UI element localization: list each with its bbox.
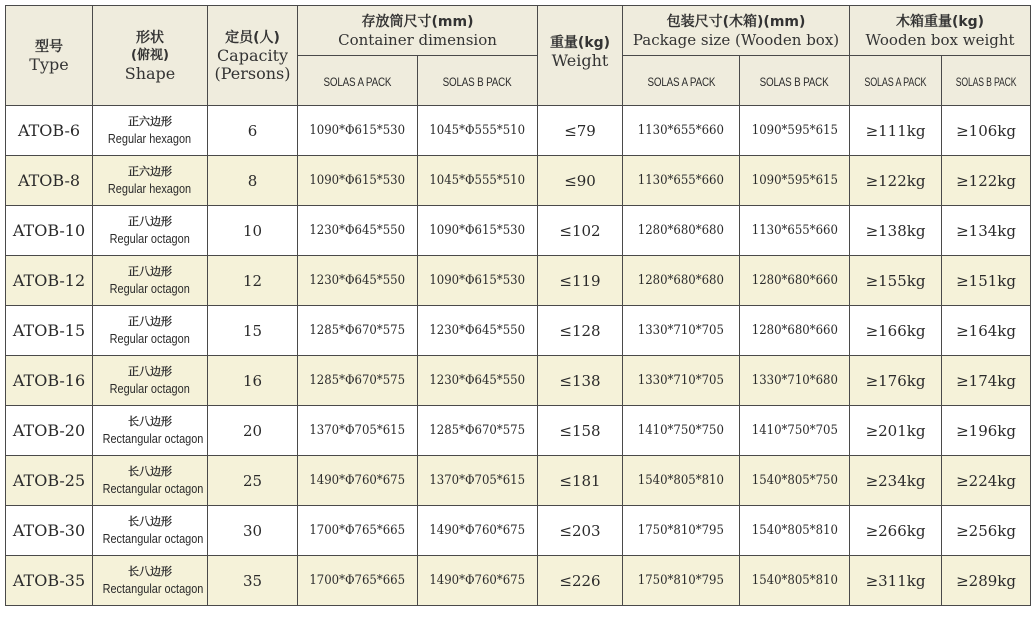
cell-box-weight-a: ≥166kg	[850, 306, 942, 356]
cell-package-a	[623, 306, 740, 356]
header-package-en: Package size (Wooden box)	[632, 30, 840, 49]
cell-container-a	[298, 306, 418, 356]
cell-package-b	[740, 256, 850, 306]
cell-container-a	[298, 406, 418, 456]
table-row	[6, 506, 1031, 556]
cell-box-weight-a: ≥155kg	[850, 256, 942, 306]
cell-box-weight-b: ≥122kg	[942, 156, 1031, 206]
value: 1230*Φ645*550	[429, 323, 526, 338]
cell-shape	[93, 456, 208, 506]
cell-type: ATOB-15	[6, 306, 93, 356]
value: 1230*Φ645*550	[429, 373, 526, 388]
table-row	[6, 456, 1031, 506]
value: 1285*Φ670*575	[309, 373, 406, 388]
cell-weight: ≤79	[538, 106, 623, 156]
subheader-label: SOLAS B PACK	[443, 75, 512, 89]
header-type-en: Type	[29, 54, 69, 74]
table-row	[6, 306, 1031, 356]
subheader-label: SOLAS A PACK	[323, 75, 392, 89]
value: 1090*Φ615*530	[429, 273, 526, 288]
cell-container-a	[298, 556, 418, 606]
cell-container-b	[418, 556, 538, 606]
value: 1090*595*615	[751, 123, 838, 138]
header-shape-cn: 形状	[136, 29, 164, 46]
value: 1330*710*705	[637, 373, 725, 388]
cell-container-b	[418, 256, 538, 306]
header-container	[298, 6, 538, 56]
cell-weight: ≤226	[538, 556, 623, 606]
header-weight-cn: 重量(kg)	[549, 35, 611, 51]
cell-container-b	[418, 406, 538, 456]
table-row	[6, 106, 1031, 156]
cell-package-b	[740, 106, 850, 156]
cell-box-weight-a: ≥138kg	[850, 206, 942, 256]
cell-capacity: 15	[208, 306, 298, 356]
cell-box-weight-b: ≥164kg	[942, 306, 1031, 356]
value: 1370*Φ705*615	[309, 423, 406, 438]
header-capacity	[208, 6, 298, 106]
value: 1700*Φ765*665	[309, 573, 406, 588]
value: 1330*710*705	[637, 323, 725, 338]
header-shape-en: Shape	[124, 63, 176, 83]
value: 1280*680*680	[637, 223, 725, 238]
value: 1045*Φ555*510	[429, 173, 526, 188]
value: 1330*710*680	[751, 373, 838, 388]
value: 1540*805*810	[751, 523, 838, 538]
header-capacity-en2: (Persons)	[214, 63, 291, 83]
cell-weight: ≤138	[538, 356, 623, 406]
value: 1540*805*810	[751, 573, 838, 588]
cell-box-weight-b: ≥224kg	[942, 456, 1031, 506]
subheader-box-b	[942, 56, 1031, 106]
cell-package-b	[740, 406, 850, 456]
value: 1540*805*750	[751, 473, 838, 488]
cell-container-a	[298, 156, 418, 206]
value: 1700*Φ765*665	[309, 523, 406, 538]
value: 1045*Φ555*510	[429, 123, 526, 138]
cell-container-a	[298, 506, 418, 556]
cell-container-a	[298, 256, 418, 306]
shape-en: Regular octagon	[109, 380, 191, 396]
cell-box-weight-a: ≥201kg	[850, 406, 942, 456]
cell-box-weight-a: ≥122kg	[850, 156, 942, 206]
table-row	[6, 556, 1031, 606]
shape-en: Regular hexagon	[108, 180, 192, 196]
table-row	[6, 206, 1031, 256]
cell-capacity: 20	[208, 406, 298, 456]
cell-box-weight-b: ≥196kg	[942, 406, 1031, 456]
header-package	[623, 6, 850, 56]
cell-weight: ≤90	[538, 156, 623, 206]
cell-weight: ≤128	[538, 306, 623, 356]
cell-type: ATOB-25	[6, 456, 93, 506]
cell-container-b	[418, 506, 538, 556]
cell-shape	[93, 406, 208, 456]
cell-capacity: 25	[208, 456, 298, 506]
value: 1285*Φ670*575	[429, 423, 526, 438]
cell-package-a	[623, 556, 740, 606]
cell-box-weight-a: ≥266kg	[850, 506, 942, 556]
subheader-package-a	[623, 56, 740, 106]
header-box-weight-en: Wooden box weight	[865, 30, 1015, 49]
cell-container-b	[418, 106, 538, 156]
liferaft-spec-table	[5, 5, 1031, 606]
shape-cn: 长八边形	[128, 464, 172, 478]
cell-box-weight-b: ≥106kg	[942, 106, 1031, 156]
subheader-label: SOLAS A PACK	[647, 75, 715, 89]
value: 1750*810*795	[637, 523, 725, 538]
shape-en: Regular hexagon	[108, 130, 192, 146]
cell-type: ATOB-16	[6, 356, 93, 406]
value: 1090*595*615	[751, 173, 838, 188]
cell-capacity: 16	[208, 356, 298, 406]
subheader-label: SOLAS B PACK	[760, 75, 829, 89]
value: 1490*Φ760*675	[429, 573, 526, 588]
cell-box-weight-b: ≥134kg	[942, 206, 1031, 256]
value: 1090*Φ615*530	[309, 123, 406, 138]
cell-container-b	[418, 156, 538, 206]
cell-box-weight-a: ≥176kg	[850, 356, 942, 406]
cell-capacity: 8	[208, 156, 298, 206]
header-capacity-cn: 定员(人)	[225, 29, 280, 46]
cell-capacity: 35	[208, 556, 298, 606]
cell-package-b	[740, 306, 850, 356]
cell-capacity: 10	[208, 206, 298, 256]
cell-box-weight-b: ≥256kg	[942, 506, 1031, 556]
cell-package-a	[623, 356, 740, 406]
shape-en: Rectangular octagon	[102, 580, 204, 596]
table-row	[6, 356, 1031, 406]
value: 1490*Φ760*675	[309, 473, 406, 488]
cell-box-weight-b: ≥174kg	[942, 356, 1031, 406]
shape-cn: 正八边形	[128, 214, 172, 228]
value: 1130*655*660	[637, 123, 725, 138]
shape-cn: 长八边形	[128, 564, 172, 578]
header-package-cn: 包装尺寸(木箱)(mm)	[666, 13, 806, 30]
cell-weight: ≤158	[538, 406, 623, 456]
cell-type: ATOB-20	[6, 406, 93, 456]
subheader-container-a	[298, 56, 418, 106]
cell-package-a	[623, 406, 740, 456]
table-row	[6, 406, 1031, 456]
shape-cn: 长八边形	[128, 514, 172, 528]
shape-en: Regular octagon	[109, 330, 191, 346]
header-box-weight	[850, 6, 1031, 56]
header-shape-cn2: (俯视)	[131, 47, 169, 63]
cell-package-b	[740, 206, 850, 256]
subheader-package-b	[740, 56, 850, 106]
shape-cn: 正六边形	[128, 164, 172, 178]
cell-weight: ≤203	[538, 506, 623, 556]
value: 1540*805*810	[637, 473, 725, 488]
value: 1490*Φ760*675	[429, 523, 526, 538]
cell-package-a	[623, 506, 740, 556]
shape-en: Rectangular octagon	[102, 530, 204, 546]
cell-container-a	[298, 356, 418, 406]
table-row	[6, 156, 1031, 206]
cell-package-a	[623, 206, 740, 256]
cell-container-a	[298, 106, 418, 156]
shape-en: Regular octagon	[109, 230, 191, 246]
shape-cn: 正八边形	[128, 364, 172, 378]
shape-en: Rectangular octagon	[102, 430, 204, 446]
subheader-label: SOLAS B PACK	[955, 75, 1017, 89]
cell-shape	[93, 206, 208, 256]
cell-type: ATOB-8	[6, 156, 93, 206]
cell-weight: ≤119	[538, 256, 623, 306]
value: 1750*810*795	[637, 573, 725, 588]
cell-shape	[93, 156, 208, 206]
cell-package-b	[740, 556, 850, 606]
cell-package-b	[740, 156, 850, 206]
header-weight-en: Weight	[551, 51, 609, 70]
cell-box-weight-a: ≥111kg	[850, 106, 942, 156]
cell-package-b	[740, 506, 850, 556]
value: 1230*Φ645*550	[309, 223, 406, 238]
cell-type: ATOB-10	[6, 206, 93, 256]
header-weight	[538, 6, 623, 106]
subheader-box-a	[850, 56, 942, 106]
cell-box-weight-b: ≥289kg	[942, 556, 1031, 606]
cell-type: ATOB-12	[6, 256, 93, 306]
value: 1090*Φ615*530	[309, 173, 406, 188]
value: 1280*680*680	[637, 273, 725, 288]
header-shape	[93, 6, 208, 106]
value: 1090*Φ615*530	[429, 223, 526, 238]
value: 1280*680*660	[751, 273, 838, 288]
shape-cn: 正八边形	[128, 314, 172, 328]
cell-package-a	[623, 456, 740, 506]
cell-container-b	[418, 206, 538, 256]
table-body	[6, 106, 1031, 606]
value: 1230*Φ645*550	[309, 273, 406, 288]
cell-shape	[93, 356, 208, 406]
value: 1280*680*660	[751, 323, 838, 338]
value: 1130*655*660	[751, 223, 838, 238]
cell-shape	[93, 506, 208, 556]
cell-box-weight-a: ≥234kg	[850, 456, 942, 506]
shape-en: Rectangular octagon	[102, 480, 204, 496]
cell-container-b	[418, 456, 538, 506]
cell-shape	[93, 256, 208, 306]
cell-package-b	[740, 356, 850, 406]
cell-shape	[93, 306, 208, 356]
header-type-cn: 型号	[35, 38, 63, 55]
cell-type: ATOB-6	[6, 106, 93, 156]
value: 1410*750*750	[637, 423, 725, 438]
header-type	[6, 6, 93, 106]
cell-container-a	[298, 456, 418, 506]
spec-table-container	[5, 5, 1030, 613]
cell-package-a	[623, 106, 740, 156]
cell-package-b	[740, 456, 850, 506]
cell-box-weight-a: ≥311kg	[850, 556, 942, 606]
cell-capacity: 30	[208, 506, 298, 556]
subheader-container-b	[418, 56, 538, 106]
cell-capacity: 12	[208, 256, 298, 306]
cell-weight: ≤102	[538, 206, 623, 256]
subheader-label: SOLAS A PACK	[864, 75, 927, 89]
table-row	[6, 256, 1031, 306]
table-header	[6, 6, 1031, 106]
cell-container-b	[418, 356, 538, 406]
value: 1370*Φ705*615	[429, 473, 526, 488]
shape-cn: 长八边形	[128, 414, 172, 428]
cell-weight: ≤181	[538, 456, 623, 506]
header-container-en: Container dimension	[338, 30, 497, 49]
cell-type: ATOB-35	[6, 556, 93, 606]
cell-package-a	[623, 256, 740, 306]
cell-box-weight-b: ≥151kg	[942, 256, 1031, 306]
shape-en: Regular octagon	[109, 280, 191, 296]
value: 1285*Φ670*575	[309, 323, 406, 338]
value: 1410*750*705	[751, 423, 838, 438]
cell-package-a	[623, 156, 740, 206]
cell-capacity: 6	[208, 106, 298, 156]
value: 1130*655*660	[637, 173, 725, 188]
cell-shape	[93, 556, 208, 606]
cell-shape	[93, 106, 208, 156]
header-container-cn: 存放筒尺寸(mm)	[361, 13, 474, 30]
shape-cn: 正六边形	[128, 114, 172, 128]
header-box-weight-cn: 木箱重量(kg)	[895, 13, 985, 30]
cell-type: ATOB-30	[6, 506, 93, 556]
header-capacity-en: Capacity	[216, 45, 289, 65]
cell-container-a	[298, 206, 418, 256]
cell-container-b	[418, 306, 538, 356]
shape-cn: 正八边形	[128, 264, 172, 278]
